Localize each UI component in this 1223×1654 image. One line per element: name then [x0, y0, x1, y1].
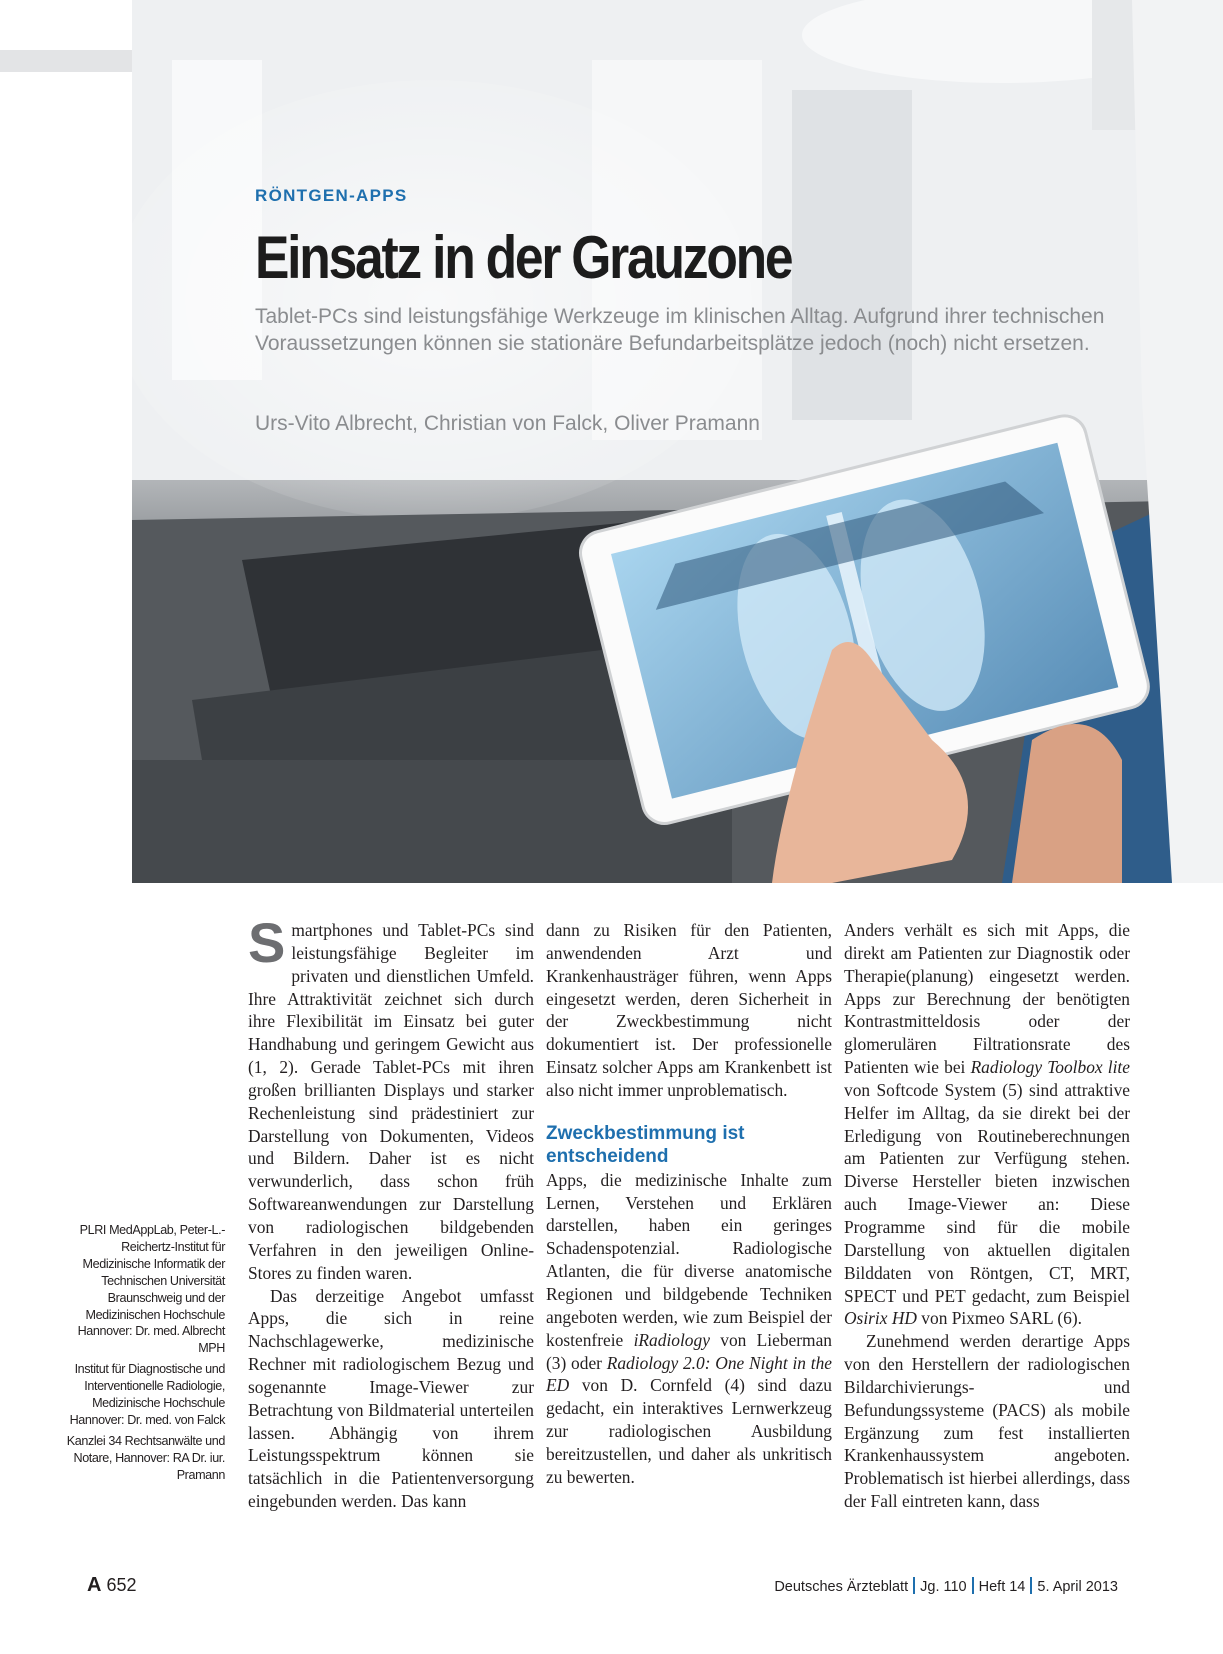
paragraph [844, 919, 1130, 1330]
hero-photo-illustration [132, 0, 1223, 883]
journal-date: 5. April 2013 [1037, 1579, 1118, 1595]
hero-photo [132, 0, 1223, 883]
journal-footer [774, 1577, 1118, 1595]
paragraph-text: von D. Cornfeld (4) sind dazu gedacht, ein interaktives Lernwerkzeug zur radiologischen Ausbildung bereitzustellen, und daher als unkritisch zu bewerten. [546, 1375, 832, 1487]
article-lead: Tablet-PCs sind leistungsfähige Werkzeuge im klinischen Alltag. Aufgrund ihrer technischen Voraussetzungen können sie stationäre Befundarbeitsplätze jedoch (noch) nicht ersetzen. [255, 305, 1105, 355]
journal-name: Deutsches Ärzteblatt [774, 1579, 909, 1595]
article-authors: Urs-Vito Albrecht, Christian von Falck, Oliver Pramann [255, 412, 760, 435]
section-letter: A [87, 1574, 102, 1596]
app-name: Radiology 2.0: One Night in the ED [546, 1352, 833, 1396]
affiliation-albrecht: PLRI MedAppLab, Peter-L.-Reichertz-Institut für Medizinische Informatik der Technischen Universität Braunschweig und der Medizinischen Hochschule Hannover: Dr. med. Albrecht MPH [77, 1223, 225, 1356]
body-column-1 [248, 911, 534, 1513]
paragraph-text: Apps, die medizinische Inhalte zum Lernen, Verstehen und Erklären darstellen, haben ein geringes Schadenspotenzial. Radiologische Atlanten, die für diverse anatomische Regionen und bildgebende Techniken angeboten werden, wie zum Beispiel der kostenfreie [546, 1169, 832, 1350]
paragraph-text: von Pixmeo SARL (6). [916, 1308, 1083, 1329]
paragraph: Zunehmend werden derartige Apps von den Herstellern der radiologischen Bildarchivierungs- und Befundungssysteme (PACS) als mobile Ergänzung zum fest installierten Krankenhaussystem angeboten. Problematisch ist hierbei allerdings, dass der Fall eintreten kann, dass [844, 1331, 1130, 1512]
paragraph-text: von Softcode System (5) sind attraktive Helfer im Alltag, da sie direkt bei der Erledigung von Routineberechnungen am Patienten zur Verfügung stehen. Diverse Hersteller bieten inzwischen auch Image-Viewer an: Diese Programme sind für die mobile Darstellung von aktuellen digitalen Bilddaten von Röntgen, CT, MRT, SPECT und PET gedacht, zum Beispiel [844, 1079, 1130, 1306]
app-name: Osirix HD [844, 1308, 917, 1329]
paragraph-text: Anders verhält es sich mit Apps, die direkt am Patienten zur Diagnostik oder Therapie(planung) eingesetzt werden. Apps zur Berechnung der benötigten Kontrastmitteldosis oder der glomerulären Filtrationsrate des Patienten wie bei [844, 920, 1130, 1078]
article-kicker: RÖNTGEN-APPS [255, 186, 408, 205]
article-title: Einsatz in der Grauzone [255, 224, 792, 291]
journal-volume: Jg. 110 [920, 1579, 967, 1595]
page-edge-tab [0, 50, 132, 72]
section-heading: Zweckbestimmung ist entscheidend [546, 1122, 745, 1167]
paragraph-text: von Lieberman (3) oder [546, 1329, 832, 1373]
paragraph: dann zu Risiken für den Patienten, anwendenden Arzt und Krankenhausträger führen, wenn Apps eingesetzt werden, deren Sicherheit in der Zweckbestimmung nicht dokumentiert ist. Der professionelle Einsatz solcher Apps am Krankenbett ist also nicht immer unproblematisch. [546, 920, 832, 1100]
footer-separator [1030, 1577, 1032, 1594]
drop-cap: S [248, 911, 286, 974]
paragraph: Das derzeitige Angebot umfasst Apps, die sich in reine Nachschlagewerke, medizinische Rechner mit radiologischem Bezug und sogenannte Image-Viewer zur Betrachtung von Bildmaterial unterteilen lassen. Abhängig von ihrem Leistungsspektrum können sie tatsächlich in die Patientenversorgung eingebunden werden. Das kann [248, 1285, 534, 1512]
body-column-2 [546, 919, 832, 1489]
paragraph [248, 911, 534, 1285]
app-name: iRadiology [633, 1329, 710, 1350]
footer-separator [972, 1577, 974, 1594]
affiliation-von-falck: Institut für Diagnostische und Interventionelle Radiologie, Medizinische Hochschule Hannover: Dr. med. von Falck [69, 1362, 225, 1427]
author-affiliations [60, 1222, 225, 1488]
paragraph-text: martphones und Tablet-PCs sind leistungsfähige Begleiter im privaten und dienstlichen Umfeld. Ihre Attraktivität zeichnet sich durch ihre Flexibilität im Einsatz bei guter Handhabung und geringem Gewicht aus (1, 2). Gerade Tablet-PCs mit ihren großen brillianten Displays und starker Rechenleistung sind prädestiniert zur Darstellung von Dokumenten, Videos und Bildern. Daher ist es nicht verwunderlich, dass schon früh Softwareanwendungen zur Darstellung von radiologischen bildgebenden Verfahren in den jeweiligen Online-Stores zu finden waren. [248, 920, 534, 1283]
footer-separator [913, 1577, 915, 1594]
affiliation-pramann: Kanzlei 34 Rechtsanwälte und Notare, Hannover: RA Dr. iur. Pramann [66, 1433, 225, 1482]
page-number [87, 1574, 137, 1597]
journal-issue: Heft 14 [978, 1579, 1026, 1595]
page-number-value: 652 [106, 1575, 137, 1595]
paragraph [546, 1169, 832, 1489]
app-name: Radiology Toolbox lite [970, 1057, 1130, 1078]
body-column-3 [844, 919, 1130, 1513]
